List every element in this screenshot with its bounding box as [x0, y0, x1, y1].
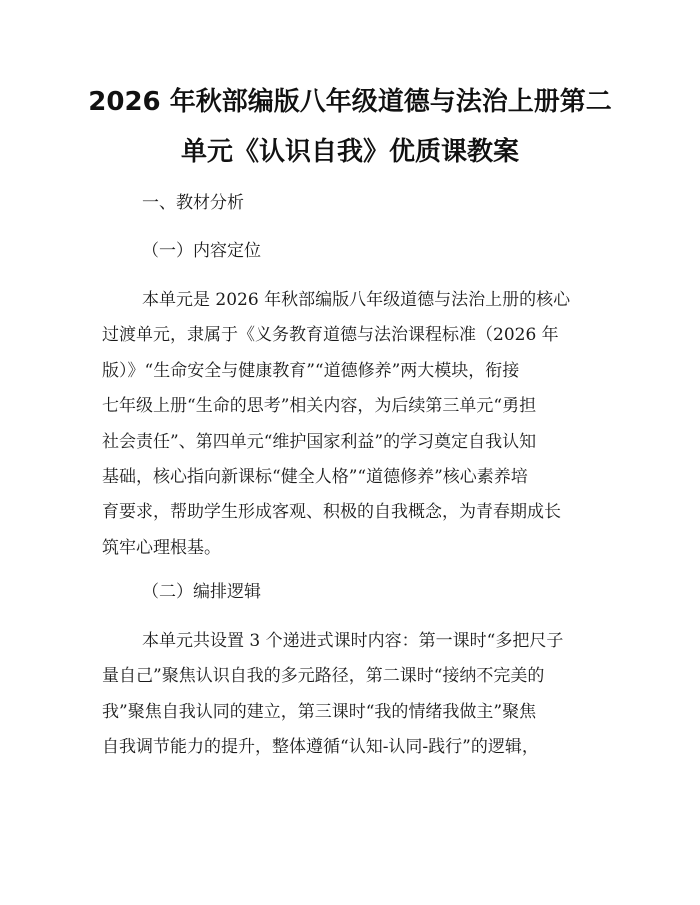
paragraph-line: 基础，核心指向新课标“健全人格”“道德修养”核心素养培 — [102, 466, 528, 487]
paragraph-line: 社会责任”、第四单元“维护国家利益”的学习奠定自我认知 — [102, 431, 537, 452]
paragraph-arrangement-logic — [102, 631, 600, 757]
paragraph-line: 量自己”聚焦认识自我的多元路径，第二课时“接纳不完美的 — [102, 666, 545, 687]
paragraph-line: 我”聚焦自我认同的建立，第三课时“我的情绪我做主”聚焦 — [102, 701, 537, 722]
paragraph-content-positioning — [102, 290, 600, 558]
document-title-line-2: 单元《认识自我》优质课教案 — [180, 137, 519, 167]
paragraph-line: 自我调节能力的提升，整体遵循“认知-认同-践行”的逻辑， — [102, 737, 539, 758]
paragraph-line: 本单元是 2026 年秋部编版八年级道德与法治上册的核心 — [142, 290, 571, 310]
paragraph-line: 育要求，帮助学生形成客观、积极的自我概念，为青春期成长 — [102, 502, 561, 523]
subsection-heading-content-positioning: （一）内容定位 — [142, 241, 261, 261]
paragraph-line: 版）》“生命安全与健康教育”“道德修养”两大模块，衔接 — [102, 360, 520, 381]
document-title-line-1: 2026 年秋部编版八年级道德与法治上册第二 — [88, 87, 612, 117]
section-heading-teaching-material-analysis: 一、教材分析 — [142, 193, 244, 213]
paragraph-line: 筑牢心理根基。 — [102, 537, 221, 558]
paragraph-line: 七年级上册“生命的思考”相关内容，为后续第三单元“勇担 — [102, 396, 537, 417]
subsection-heading-arrangement-logic: （二）编排逻辑 — [142, 582, 261, 602]
paragraph-line: 本单元共设置 3 个递进式课时内容：第一课时“多把尺子 — [142, 631, 564, 651]
paragraph-line: 过渡单元，隶属于《义务教育道德与法治课程标准（2026 年 — [102, 325, 559, 346]
